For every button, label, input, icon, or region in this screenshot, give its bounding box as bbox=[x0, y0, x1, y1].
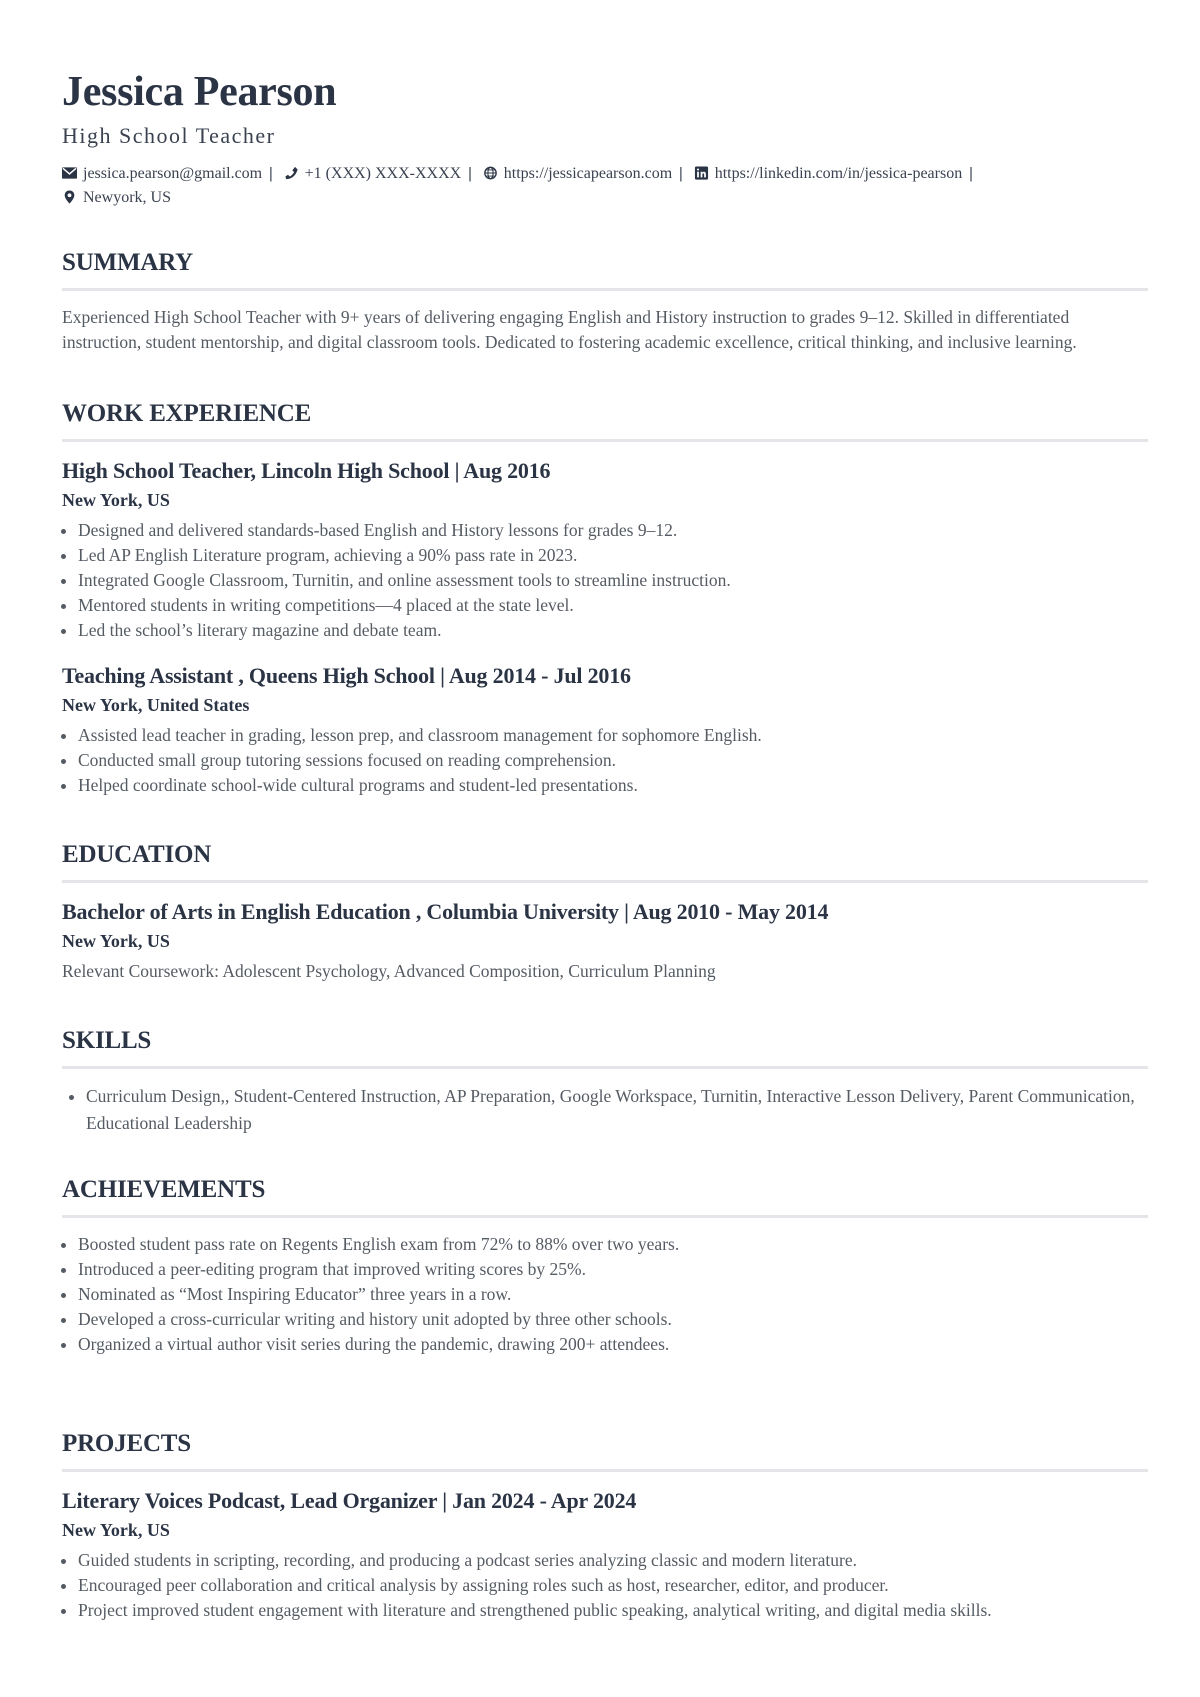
list-item: • Designed and delivered standards-based English and History lessons for grades 9–12. bbox=[78, 518, 1148, 543]
section-heading: WORK EXPERIENCE bbox=[62, 400, 312, 427]
envelope-icon bbox=[62, 166, 77, 180]
separator: | bbox=[468, 165, 472, 182]
work-experience-section bbox=[62, 397, 1148, 798]
section-heading: SUMMARY bbox=[62, 249, 194, 276]
phone-icon bbox=[284, 166, 299, 180]
divider bbox=[62, 1066, 1148, 1069]
coursework: Relevant Coursework: Adolescent Psychology, Advanced Composition, Curriculum Planning bbox=[62, 961, 716, 981]
section-heading: EDUCATION bbox=[62, 841, 212, 868]
list-item: • Assisted lead teacher in grading, lesson prep, and classroom management for sophomore English. bbox=[78, 723, 1148, 748]
phone-item bbox=[284, 165, 462, 182]
project-location: New York, US bbox=[62, 1520, 170, 1540]
globe-icon bbox=[483, 166, 498, 180]
education-section bbox=[62, 838, 1148, 984]
section-heading: ACHIEVEMENTS bbox=[62, 1176, 266, 1203]
projects-section bbox=[62, 1427, 1148, 1623]
list-item: • Mentored students in writing competitions—4 placed at the state level. bbox=[78, 593, 1148, 618]
job-location: New York, United States bbox=[62, 695, 250, 715]
divider bbox=[62, 288, 1148, 291]
job-bullets bbox=[62, 723, 1148, 798]
linkedin-item bbox=[694, 165, 963, 182]
website-item bbox=[483, 165, 672, 182]
website-link[interactable]: https://jessicapearson.com bbox=[503, 165, 673, 182]
separator: | bbox=[269, 165, 273, 182]
list-item: • Boosted student pass rate on Regents English exam from 72% to 88% over two years. bbox=[78, 1232, 1148, 1257]
list-item: • Guided students in scripting, recording, and producing a podcast series analyzing classic and modern literature. bbox=[78, 1548, 1148, 1573]
job-heading: Teaching Assistant , Queens High School | Aug 2014 - Jul 2016 bbox=[62, 663, 631, 688]
list-item: • Introduced a peer-editing program that improved writing scores by 25%. bbox=[78, 1257, 1148, 1282]
achievements-list bbox=[62, 1232, 1148, 1357]
job-entry bbox=[62, 456, 1148, 643]
job-location: New York, US bbox=[62, 490, 170, 510]
section-heading: SKILLS bbox=[62, 1027, 152, 1054]
summary-section bbox=[62, 246, 1148, 355]
divider bbox=[62, 1469, 1148, 1472]
list-item: • Led AP English Literature program, achieving a 90% pass rate in 2023. bbox=[78, 543, 1148, 568]
linkedin-icon bbox=[694, 166, 709, 180]
contact-info bbox=[62, 162, 1148, 210]
divider bbox=[62, 439, 1148, 442]
skills-list bbox=[62, 1083, 1148, 1137]
degree-heading: Bachelor of Arts in English Education , Columbia University | Aug 2010 - May 2014 bbox=[62, 899, 829, 924]
divider bbox=[62, 1215, 1148, 1218]
project-bullets bbox=[62, 1548, 1148, 1623]
phone-number: +1 (XXX) XXX-XXXX bbox=[304, 165, 462, 182]
email-item bbox=[62, 165, 262, 182]
section-heading: PROJECTS bbox=[62, 1430, 191, 1457]
skills-section bbox=[62, 1024, 1148, 1137]
list-item: • Organized a virtual author visit series during the pandemic, drawing 200+ attendees. bbox=[78, 1332, 1148, 1357]
project-heading: Literary Voices Podcast, Lead Organizer | Jan 2024 - Apr 2024 bbox=[62, 1488, 637, 1513]
education-location: New York, US bbox=[62, 931, 170, 951]
separator: | bbox=[679, 165, 683, 182]
list-item: • Led the school’s literary magazine and debate team. bbox=[78, 618, 1148, 643]
linkedin-link[interactable]: https://linkedin.com/in/jessica-pearson bbox=[714, 165, 963, 182]
list-item: • Curriculum Design,, Student-Centered Instruction, AP Preparation, Google Workspace, Turnitin, Interactive Lesson Delivery, Parent Communication, Educational Leadership bbox=[86, 1083, 1148, 1137]
map-pin-icon bbox=[62, 190, 77, 204]
candidate-name: Jessica Pearson bbox=[62, 69, 337, 115]
list-item: • Project improved student engagement with literature and strengthened public speaking, analytical writing, and digital media skills. bbox=[78, 1598, 1148, 1623]
list-item: • Developed a cross-curricular writing and history unit adopted by three other schools. bbox=[78, 1307, 1148, 1332]
job-heading: High School Teacher, Lincoln High School | Aug 2016 bbox=[62, 458, 551, 483]
divider bbox=[62, 880, 1148, 883]
location-item bbox=[62, 189, 171, 206]
job-title: High School Teacher bbox=[62, 123, 276, 148]
location-text: Newyork, US bbox=[83, 189, 171, 206]
job-bullets bbox=[62, 518, 1148, 643]
separator: | bbox=[969, 165, 973, 182]
list-item: • Nominated as “Most Inspiring Educator” three years in a row. bbox=[78, 1282, 1148, 1307]
list-item: • Conducted small group tutoring sessions focused on reading comprehension. bbox=[78, 748, 1148, 773]
list-item: • Integrated Google Classroom, Turnitin, and online assessment tools to streamline instruction. bbox=[78, 568, 1148, 593]
summary-text: Experienced High School Teacher with 9+ years of delivering engaging English and History instruction to grades 9–12. Skilled in differentiated instruction, student mentorship, and digital classroom tools. Dedicated to fostering academic excellence, critical thinking, and inclusive learning. bbox=[62, 307, 1077, 352]
list-item: • Encouraged peer collaboration and critical analysis by assigning roles such as host, researcher, editor, and producer. bbox=[78, 1573, 1148, 1598]
achievements-section bbox=[62, 1173, 1148, 1357]
job-entry bbox=[62, 661, 1148, 798]
list-item: • Helped coordinate school-wide cultural programs and student-led presentations. bbox=[78, 773, 1148, 798]
email-link[interactable]: jessica.pearson@gmail.com bbox=[83, 165, 263, 182]
